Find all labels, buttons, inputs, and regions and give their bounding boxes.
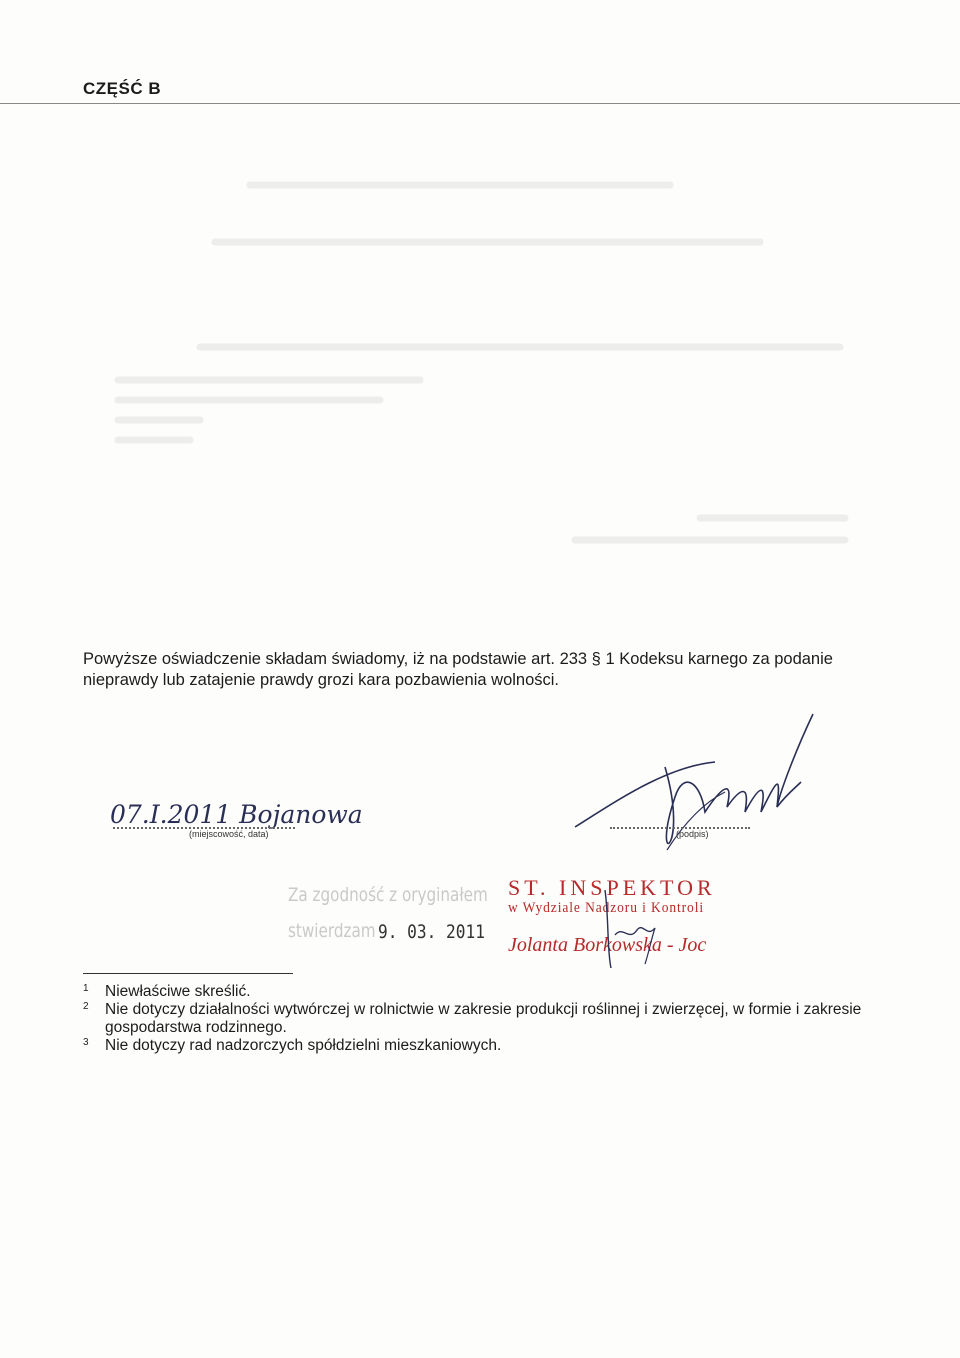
footnote-2-mark: 2: [83, 1001, 89, 1012]
certification-date: 9. 03. 2011: [378, 921, 485, 943]
section-title: CZĘŚĆ B: [83, 79, 162, 98]
footnote-3-mark: 3: [83, 1037, 89, 1048]
footnote-3-text: Nie dotyczy rad nadzorczych spółdzielni mieszkaniowych.: [105, 1037, 502, 1054]
footnote-2-text: Nie dotyczy działalności wytwórczej w rolnictwie w zakresie produkcji roślinnej i zwierzęcej, w formie i zakresie gospodarstwa rodzinnego.: [105, 1001, 862, 1036]
place-date-handwritten: 07.I.2011 Bojanowa: [110, 800, 363, 829]
certification-stamp-line-1: Za zgodność z oryginałem: [288, 884, 488, 906]
certification-stamp-line-2: stwierdzam: [288, 920, 376, 942]
footnote-1-text: Niewłaściwe skreślić.: [105, 983, 251, 1000]
header-divider: [0, 103, 960, 104]
footnote-1-mark: 1: [83, 983, 89, 994]
inspector-initials: [595, 880, 675, 970]
footnote-2: [83, 1001, 903, 1037]
legal-statement: [83, 649, 883, 691]
statement-line-1: Powyższe oświadczenie składam świadomy, iż na podstawie art. 233 § 1 Kodeksu karnego za podanie: [83, 650, 833, 668]
statement-line-2: nieprawdy lub zatajenie prawdy grozi kara pozbawienia wolności.: [83, 671, 560, 689]
footnote-1: [83, 983, 903, 1001]
inspector-stamp-name: Jolanta Borkowska - Joc: [508, 934, 707, 956]
footnotes: [83, 983, 903, 1055]
footnote-3: [83, 1037, 903, 1055]
handwritten-signature: [555, 712, 815, 872]
inspector-stamp-title: ST. INSPEKTOR: [508, 875, 716, 900]
inspector-stamp-department: w Wydziale Nadzoru i Kontroli: [508, 900, 705, 916]
place-date-caption: (miejscowość, data): [189, 829, 269, 839]
signature-caption: (podpis): [676, 829, 709, 839]
footnote-divider: [83, 973, 293, 974]
